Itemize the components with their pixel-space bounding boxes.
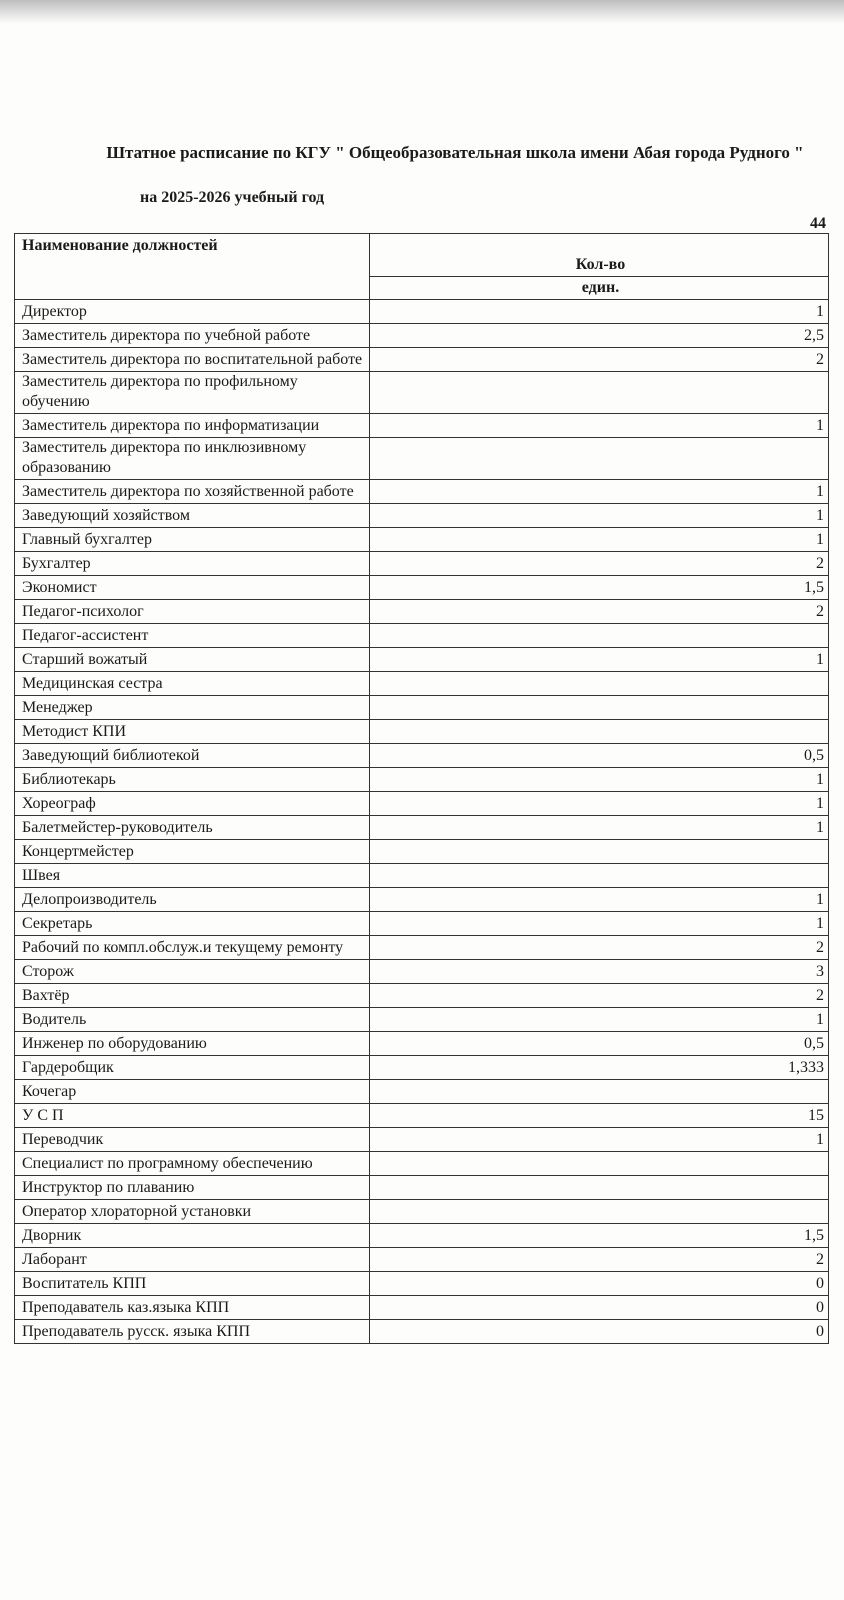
table-row: [15, 648, 829, 672]
position-quantity: 1: [370, 912, 829, 936]
position-name: Гардеробщик: [15, 1056, 370, 1080]
table-row: [15, 792, 829, 816]
table-row: [15, 1296, 829, 1320]
table-row: [15, 1080, 829, 1104]
table-body: [15, 300, 829, 1344]
table-row: [15, 480, 829, 504]
position-quantity: 0,5: [370, 1032, 829, 1056]
table-row: [15, 720, 829, 744]
position-quantity: 0: [370, 1272, 829, 1296]
table-row: [15, 696, 829, 720]
table-row: [15, 324, 829, 348]
position-name: Менеджер: [15, 696, 370, 720]
position-name: Заместитель директора по инклюзивному образованию: [15, 438, 370, 480]
table-row: [15, 438, 829, 480]
table-row: [15, 348, 829, 372]
page-number: 44: [810, 215, 826, 232]
header-position-name: Наименование должностей: [15, 234, 370, 300]
table-row: [15, 300, 829, 324]
position-quantity: [370, 372, 829, 414]
position-name: Библиотекарь: [15, 768, 370, 792]
position-quantity: 1: [370, 1128, 829, 1152]
position-quantity: 1: [370, 480, 829, 504]
position-name: Водитель: [15, 1008, 370, 1032]
table-row: [15, 864, 829, 888]
table-row: [15, 504, 829, 528]
table-row: [15, 960, 829, 984]
table-row: [15, 1128, 829, 1152]
position-name: Вахтёр: [15, 984, 370, 1008]
table-row: [15, 1056, 829, 1080]
position-name: Кочегар: [15, 1080, 370, 1104]
position-name: Заместитель директора по профильному обучению: [15, 372, 370, 414]
position-name: Педагог-психолог: [15, 600, 370, 624]
position-name: Сторож: [15, 960, 370, 984]
table-row: [15, 528, 829, 552]
header-quantity: Кол-во: [370, 234, 829, 277]
document-title: Штатное расписание по КГУ " Общеобразовательная школа имени Абая города Рудного ": [106, 143, 804, 162]
position-name: Специалист по програмному обеспечению: [15, 1152, 370, 1176]
position-quantity: 1: [370, 888, 829, 912]
position-name: Старший вожатый: [15, 648, 370, 672]
table-row: [15, 768, 829, 792]
table-row: [15, 1320, 829, 1344]
position-quantity: 1,5: [370, 1224, 829, 1248]
position-quantity: 2,5: [370, 324, 829, 348]
position-name: Дворник: [15, 1224, 370, 1248]
position-name: Заведующий библиотекой: [15, 744, 370, 768]
position-quantity: [370, 1176, 829, 1200]
position-name: Концертмейстер: [15, 840, 370, 864]
table-row: [15, 1176, 829, 1200]
position-name: Директор: [15, 300, 370, 324]
position-quantity: 3: [370, 960, 829, 984]
position-name: Главный бухгалтер: [15, 528, 370, 552]
position-name: Заместитель директора по воспитательной работе: [15, 348, 370, 372]
position-quantity: 1: [370, 504, 829, 528]
position-quantity: 1: [370, 768, 829, 792]
position-quantity: 2: [370, 348, 829, 372]
position-quantity: 1: [370, 1008, 829, 1032]
position-quantity: [370, 696, 829, 720]
table-row: [15, 1032, 829, 1056]
position-quantity: [370, 672, 829, 696]
position-name: Инженер по оборудованию: [15, 1032, 370, 1056]
position-name: Переводчик: [15, 1128, 370, 1152]
position-name: Заместитель директора по информатизации: [15, 414, 370, 438]
table-row: [15, 744, 829, 768]
staff-schedule-table: [14, 233, 829, 1344]
position-quantity: 0: [370, 1320, 829, 1344]
position-quantity: 2: [370, 936, 829, 960]
position-quantity: 0,5: [370, 744, 829, 768]
position-name: Методист КПИ: [15, 720, 370, 744]
position-quantity: [370, 1080, 829, 1104]
header-quantity-units: един.: [370, 277, 829, 300]
table-row: [15, 1152, 829, 1176]
position-name: Заместитель директора по учебной работе: [15, 324, 370, 348]
table-row: [15, 414, 829, 438]
position-quantity: 1: [370, 528, 829, 552]
position-name: Балетмейстер-руководитель: [15, 816, 370, 840]
table-row: [15, 912, 829, 936]
position-name: Швея: [15, 864, 370, 888]
position-name: Заместитель директора по хозяйственной работе: [15, 480, 370, 504]
position-quantity: [370, 438, 829, 480]
position-quantity: [370, 840, 829, 864]
position-quantity: 15: [370, 1104, 829, 1128]
position-quantity: 1: [370, 414, 829, 438]
position-quantity: 0: [370, 1296, 829, 1320]
document-subtitle: на 2025-2026 учебный год: [140, 189, 325, 206]
table-row: [15, 1104, 829, 1128]
position-quantity: [370, 1200, 829, 1224]
position-name: Оператор хлораторной установки: [15, 1200, 370, 1224]
position-name: Инструктор по плаванию: [15, 1176, 370, 1200]
position-name: Преподаватель каз.языка КПП: [15, 1296, 370, 1320]
position-quantity: 2: [370, 600, 829, 624]
table-row: [15, 1248, 829, 1272]
position-name: Рабочий по компл.обслуж.и текущему ремонту: [15, 936, 370, 960]
table-row: [15, 624, 829, 648]
position-name: Преподаватель русск. языка КПП: [15, 1320, 370, 1344]
table-row: [15, 1224, 829, 1248]
table-row: [15, 372, 829, 414]
position-quantity: 2: [370, 984, 829, 1008]
table-row: [15, 816, 829, 840]
position-quantity: 2: [370, 1248, 829, 1272]
table-row: [15, 1200, 829, 1224]
position-name: Медицинская сестра: [15, 672, 370, 696]
position-name: Педагог-ассистент: [15, 624, 370, 648]
position-quantity: 1,5: [370, 576, 829, 600]
position-name: У С П: [15, 1104, 370, 1128]
table-row: [15, 672, 829, 696]
position-name: Делопроизводитель: [15, 888, 370, 912]
position-quantity: [370, 864, 829, 888]
table-row: [15, 552, 829, 576]
position-quantity: 1: [370, 816, 829, 840]
position-name: Экономист: [15, 576, 370, 600]
table-row: [15, 576, 829, 600]
position-quantity: 1: [370, 792, 829, 816]
table-row: [15, 840, 829, 864]
table-row: [15, 1008, 829, 1032]
scan-top-edge: [0, 0, 844, 24]
position-quantity: [370, 1152, 829, 1176]
position-name: Лаборант: [15, 1248, 370, 1272]
position-quantity: [370, 624, 829, 648]
position-quantity: 1: [370, 300, 829, 324]
table-row: [15, 888, 829, 912]
position-name: Бухгалтер: [15, 552, 370, 576]
table-row: [15, 936, 829, 960]
position-name: Хореограф: [15, 792, 370, 816]
position-quantity: 2: [370, 552, 829, 576]
position-name: Секретарь: [15, 912, 370, 936]
position-quantity: 1: [370, 648, 829, 672]
position-name: Заведующий хозяйством: [15, 504, 370, 528]
position-quantity: [370, 720, 829, 744]
position-quantity: 1,333: [370, 1056, 829, 1080]
position-name: Воспитатель КПП: [15, 1272, 370, 1296]
table-row: [15, 1272, 829, 1296]
table-row: [15, 600, 829, 624]
table-row: [15, 984, 829, 1008]
